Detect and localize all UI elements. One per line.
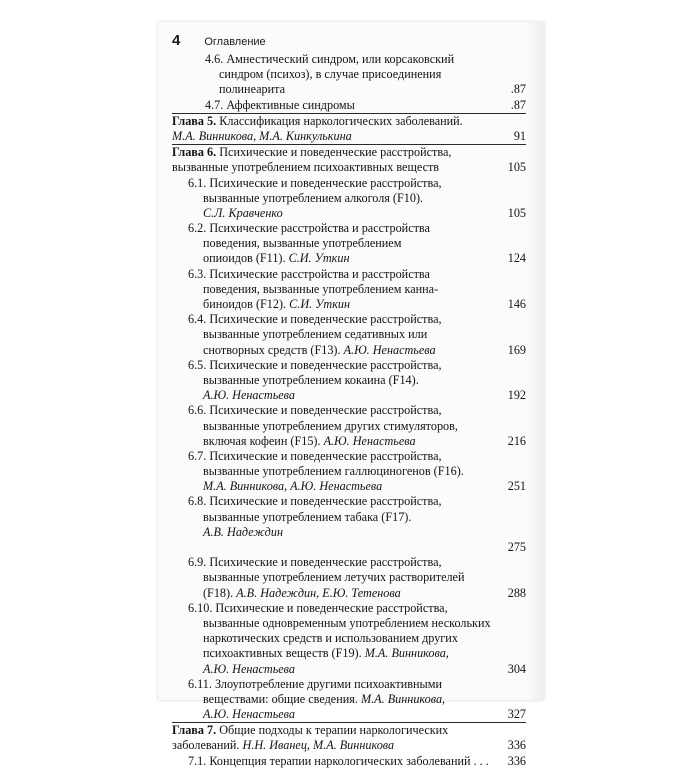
toc-page-number: 169 <box>507 342 526 357</box>
toc-page-number: 336 <box>507 753 526 768</box>
table-of-contents <box>172 52 526 769</box>
toc-entry-6-6-line: 6.6. Психические и поведенческие расстройства, <box>188 403 442 418</box>
toc-entry-6-11-line: 6.11. Злоупотребление другими психоактивными <box>188 676 442 691</box>
toc-entry-6-3-line: 6.3. Психические расстройства и расстройства <box>188 266 430 281</box>
toc-page-number: 275 <box>507 540 526 554</box>
toc-entry-6-11-authors: А.Ю. Ненастьева 327 <box>203 707 526 722</box>
toc-entry-6-4-line: вызванные употреблением седативных или <box>203 327 428 342</box>
toc-entry-6-10-line: вызванные одновременным употреблением нескольких <box>203 615 491 630</box>
page-header <box>172 32 266 49</box>
toc-page-number: 105 <box>507 205 526 220</box>
toc-entry-4-6-line: полинеарита .87 <box>219 82 526 97</box>
toc-page-number: .87 <box>510 82 526 97</box>
toc-chapter-5-authors: М.А. Винникова, М.А. Кинкулькина 91 <box>172 128 526 143</box>
toc-page-number: 146 <box>507 297 526 311</box>
toc-chapter-7: Глава 7. Общие подходы к терапии наркологических <box>172 723 449 738</box>
toc-entry-6-2-line: 6.2. Психические расстройства и расстройства <box>188 221 430 236</box>
toc-entry-6-3-line: биноидов (F12). С.И. Уткин 146 <box>203 297 526 311</box>
toc-entry-6-1-line: вызванные употреблением алкоголя (F10). <box>203 190 424 205</box>
toc-entry-6-6-line: включая кофеин (F15). А.Ю. Ненастьева 216 <box>203 433 526 448</box>
toc-entry-6-10-authors: А.Ю. Ненастьева 304 <box>203 661 526 676</box>
toc-entry-4-7: 4.7. Аффективные синдромы .87 <box>205 97 526 112</box>
toc-entry-6-8-line: 6.8. Психические и поведенческие расстройства, <box>188 494 442 509</box>
toc-entry-6-8-line: вызванные употреблением табака (F17). <box>203 509 412 524</box>
toc-chapter-5: Глава 5. Классификация наркологических заболеваний. <box>172 113 463 128</box>
toc-entry-6-9-line: (F18). А.В. Надеждин, Е.Ю. Тетенова 288 <box>203 585 526 600</box>
toc-page-number: 288 <box>507 585 526 600</box>
toc-entry-6-10-line: 6.10. Психические и поведенческие расстройства, <box>188 600 448 615</box>
toc-entry-7-1: 7.1. Концепция терапии наркологических заболеваний . . . 336 <box>188 753 526 768</box>
toc-page-number: .87 <box>510 97 526 112</box>
toc-entry-6-10-line: наркотических средств и использованием других <box>203 631 458 646</box>
toc-entry-6-7-line: 6.7. Психические и поведенческие расстройства, <box>188 448 442 463</box>
toc-entry-4-6-line: синдром (психоз), в случае присоединения <box>219 67 442 82</box>
toc-entry-6-2-line: поведения, вызванные употреблением <box>203 236 402 251</box>
toc-page-number: 216 <box>507 433 526 448</box>
toc-page-number: 105 <box>507 160 526 175</box>
toc-entry-6-1-line: 6.1. Психические и поведенческие расстройства, <box>188 175 442 190</box>
toc-entry-6-1-authors: С.Л. Кравченко 105 <box>203 205 526 220</box>
toc-entry-6-8-authors: А.В. Надеждин <box>203 524 283 539</box>
toc-page-number: 192 <box>507 388 526 403</box>
toc-entry-6-5-line: вызванные употреблением кокаина (F14). <box>203 372 419 387</box>
toc-page-number: 251 <box>507 479 526 494</box>
toc-entry-6-5-authors: А.Ю. Ненастьева 192 <box>203 388 526 403</box>
toc-entry-6-10-line: психоактивных веществ (F19). М.А. Винникова, <box>203 646 449 661</box>
toc-page-number: 124 <box>507 251 526 266</box>
toc-chapter-6: Глава 6. Психические и поведенческие расстройства, <box>172 145 452 160</box>
toc-entry-6-7-line: вызванные употреблением галлюциногенов (F16). <box>203 464 464 479</box>
toc-page-number: 91 <box>513 128 526 143</box>
toc-entry-6-8-page-line <box>172 540 526 555</box>
toc-entry-6-9-line: 6.9. Психические и поведенческие расстройства, <box>188 555 442 570</box>
book-page <box>158 22 544 768</box>
toc-chapter-7-line: заболеваний. Н.Н. Иванец, М.А. Винникова 336 <box>172 738 526 753</box>
toc-entry-6-4-line: снотворных средств (F13). А.Ю. Ненастьева 169 <box>203 342 526 357</box>
toc-page-number: 336 <box>507 738 526 753</box>
toc-entry-6-11-line: веществами: общие сведения. М.А. Винникова, <box>203 691 446 706</box>
page-number: 4 <box>172 32 181 49</box>
toc-entry-6-6-line: вызванные употреблением других стимуляторов, <box>203 418 458 433</box>
toc-entry-4-6-line: 4.6. Амнестический синдром, или корсаковский <box>205 52 455 66</box>
toc-entry-6-2-line: опиоидов (F11). С.И. Уткин 124 <box>203 251 526 266</box>
toc-page-number: 304 <box>507 661 526 676</box>
toc-page-number: 327 <box>507 707 526 722</box>
toc-entry-6-7-authors: М.А. Винникова, А.Ю. Ненастьева 251 <box>203 479 526 494</box>
toc-entry-6-4-line: 6.4. Психические и поведенческие расстройства, <box>188 312 442 327</box>
toc-entry-6-5-line: 6.5. Психические и поведенческие расстройства, <box>188 357 442 372</box>
toc-entry-6-3-line: поведения, вызванные употреблением канна- <box>203 281 439 296</box>
toc-chapter-6-line: вызванные употреблением психоактивных веществ 105 <box>172 160 526 175</box>
toc-entry-6-9-line: вызванные употреблением летучих растворителей <box>203 570 465 585</box>
section-title: Оглавление <box>204 36 266 48</box>
